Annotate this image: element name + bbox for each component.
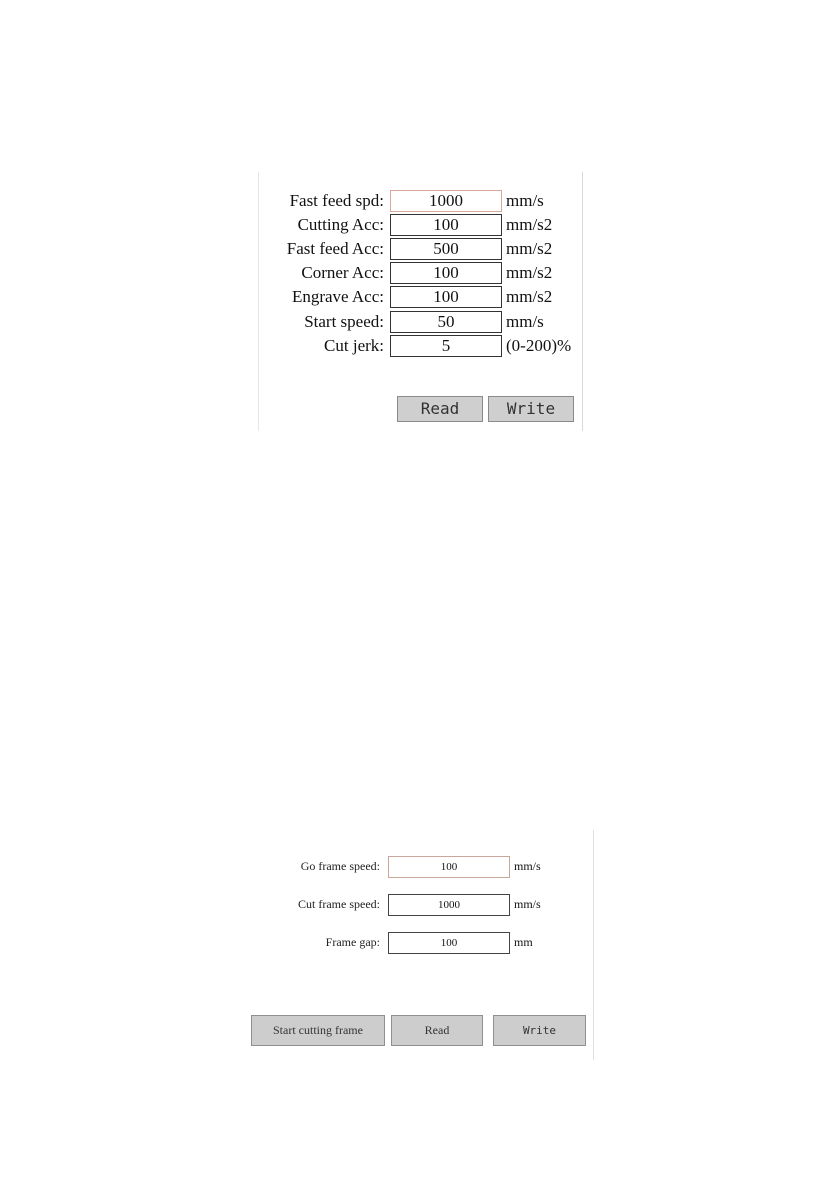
frame-gap-label: Frame gap: xyxy=(325,935,380,949)
engrave-acc-label: Engrave Acc: xyxy=(291,287,384,306)
cut-jerk-input[interactable]: 5 xyxy=(390,335,502,357)
cut-jerk-row xyxy=(259,335,582,357)
cut-frame-speed-unit: mm/s xyxy=(514,897,541,911)
corner-acc-row xyxy=(259,262,582,284)
go-frame-speed-label: Go frame speed: xyxy=(300,859,380,873)
frame-gap-input[interactable]: 100 xyxy=(388,932,510,954)
cutting-acc-unit: mm/s2 xyxy=(506,215,553,234)
fast-feed-speed-row xyxy=(259,190,582,212)
fast-feed-acc-label: Fast feed Acc: xyxy=(286,239,384,258)
corner-acc-input[interactable]: 100 xyxy=(390,262,502,284)
fast-feed-acc-unit: mm/s2 xyxy=(506,239,553,258)
engrave-acc-row xyxy=(259,286,582,308)
go-frame-speed-row xyxy=(250,856,593,878)
start-speed-label: Start speed: xyxy=(304,312,384,331)
motion-parameters-panel xyxy=(258,172,583,431)
engrave-acc-unit: mm/s2 xyxy=(506,287,553,306)
frame-write-button[interactable]: Write xyxy=(493,1015,586,1046)
fast-feed-speed-unit: mm/s xyxy=(506,191,544,210)
frame-gap-row xyxy=(250,932,593,954)
read-button[interactable]: Read xyxy=(397,396,483,422)
cut-jerk-label: Cut jerk: xyxy=(324,336,384,355)
go-frame-speed-unit: mm/s xyxy=(514,859,541,873)
fast-feed-acc-row xyxy=(259,238,582,260)
corner-acc-label: Corner Acc: xyxy=(301,263,384,282)
cut-frame-speed-row xyxy=(250,894,593,916)
frame-read-button[interactable]: Read xyxy=(391,1015,483,1046)
fast-feed-speed-label: Fast feed spd: xyxy=(289,191,384,210)
cut-jerk-unit: (0-200)% xyxy=(506,336,572,355)
engrave-acc-input[interactable]: 100 xyxy=(390,286,502,308)
start-cutting-frame-button[interactable]: Start cutting frame xyxy=(251,1015,385,1046)
cutting-acc-label: Cutting Acc: xyxy=(297,215,384,234)
write-button[interactable]: Write xyxy=(488,396,574,422)
frame-parameters-panel xyxy=(250,830,594,1060)
cutting-acc-row xyxy=(259,214,582,236)
start-speed-input[interactable]: 50 xyxy=(390,311,502,333)
start-speed-unit: mm/s xyxy=(506,312,544,331)
corner-acc-unit: mm/s2 xyxy=(506,263,553,282)
cut-frame-speed-input[interactable]: 1000 xyxy=(388,894,510,916)
cutting-acc-input[interactable]: 100 xyxy=(390,214,502,236)
fast-feed-speed-input[interactable]: 1000 xyxy=(390,190,502,212)
start-speed-row xyxy=(259,311,582,333)
fast-feed-acc-input[interactable]: 500 xyxy=(390,238,502,260)
frame-gap-unit: mm xyxy=(514,935,533,949)
cut-frame-speed-label: Cut frame speed: xyxy=(298,897,380,911)
go-frame-speed-input[interactable]: 100 xyxy=(388,856,510,878)
